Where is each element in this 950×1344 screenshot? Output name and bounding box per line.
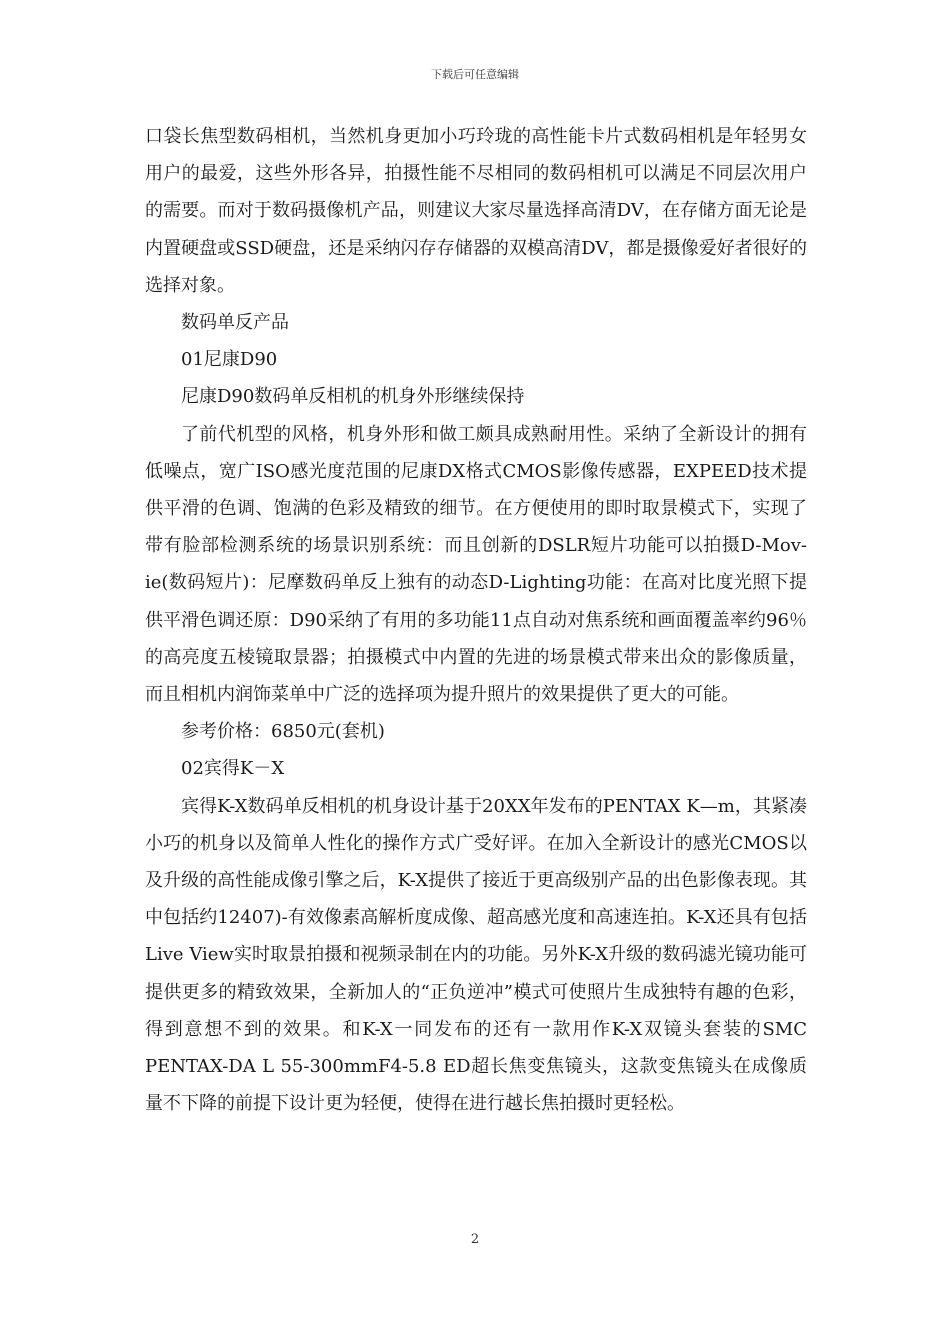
page-header: 下载后可任意编辑 — [431, 68, 519, 81]
page-number: 2 — [470, 1232, 480, 1247]
product-heading-nikon: 01尼康D90 — [181, 349, 278, 371]
paragraph-nikon-body: 了前代机型的风格，机身外形和做工颇具成熟耐用性。采纳了全新设计的拥有低噪点，宽广ISO感光度范围的尼康DX格式CMOS影像传感器，EXPEED技术提供平滑的色调、饱满的色彩及精致的细节。在方便使用的即时取景模式下，实现了带有脸部检测系统的场景识别系统：而且创新的DSLR短片功能可以拍摄D-Mov-ie(数码短片)：尼摩数码单反上独有的动态D-Lighting功能：在高对比度光照下提供平滑色调还原：D90采纳了有用的多功能11点自动对焦系统和画面覆盖率约96％的高亮度五棱镜取景器；拍摄模式中内置的先进的场景模式带来出众的影像质量，而且相机内润饰菜单中广泛的选择项为提升照片的效果提供了更大的可能。 — [145, 423, 807, 706]
paragraph-intro: 口袋长焦型数码相机，当然机身更加小巧玲珑的高性能卡片式数码相机是年轻男女用户的最爱，这些外形各异，拍摄性能不尽相同的数码相机可以满足不同层次用户的需要。而对于数码摄像机产品，则建议大家尽量选择高清DV，在存储方面无论是内置硬盘或SSD硬盘，还是采纳闪存存储器的双模高清DV，都是摄像爱好者很好的选择对象。 — [145, 126, 807, 296]
document-body — [145, 118, 807, 1122]
paragraph-pentax-body: 宾得K-X数码单反相机的机身设计基于20XX年发布的PENTAX K—m，其紧凑小巧的机身以及简单人性化的操作方式广受好评。在加入全新设计的感光CMOS以及升级的高性能成像引擎之后，K-X提供了接近于更高级别产品的出色影像表现。其中包括约12407)-有效像素高解析度成像、超高感光度和高速连拍。K-X还具有包括Live View实时取景拍摄和视频录制在内的功能。另外K-X升级的数码滤光镜功能可提供更多的精致效果，全新加人的“正负逆冲”模式可使照片生成独特有趣的色彩，得到意想不到的效果。和K-X一同发布的还有一款用作K-X双镜头套装的SMC PENTAX-DA L 55-300mmF4-5.8 ED超长焦变焦镜头，这款变焦镜头在成像质量不下降的前提下设计更为轻便，使得在进行越长焦拍摄时更轻松。 — [145, 795, 807, 1115]
price-line: 参考价格：6850元(套机) — [181, 721, 385, 743]
section-heading: 数码单反产品 — [181, 312, 289, 334]
product-heading-pentax: 02宾得K－X — [181, 758, 285, 780]
paragraph-nikon-lead: 尼康D90数码单反相机的机身外形继续保持 — [181, 386, 525, 408]
